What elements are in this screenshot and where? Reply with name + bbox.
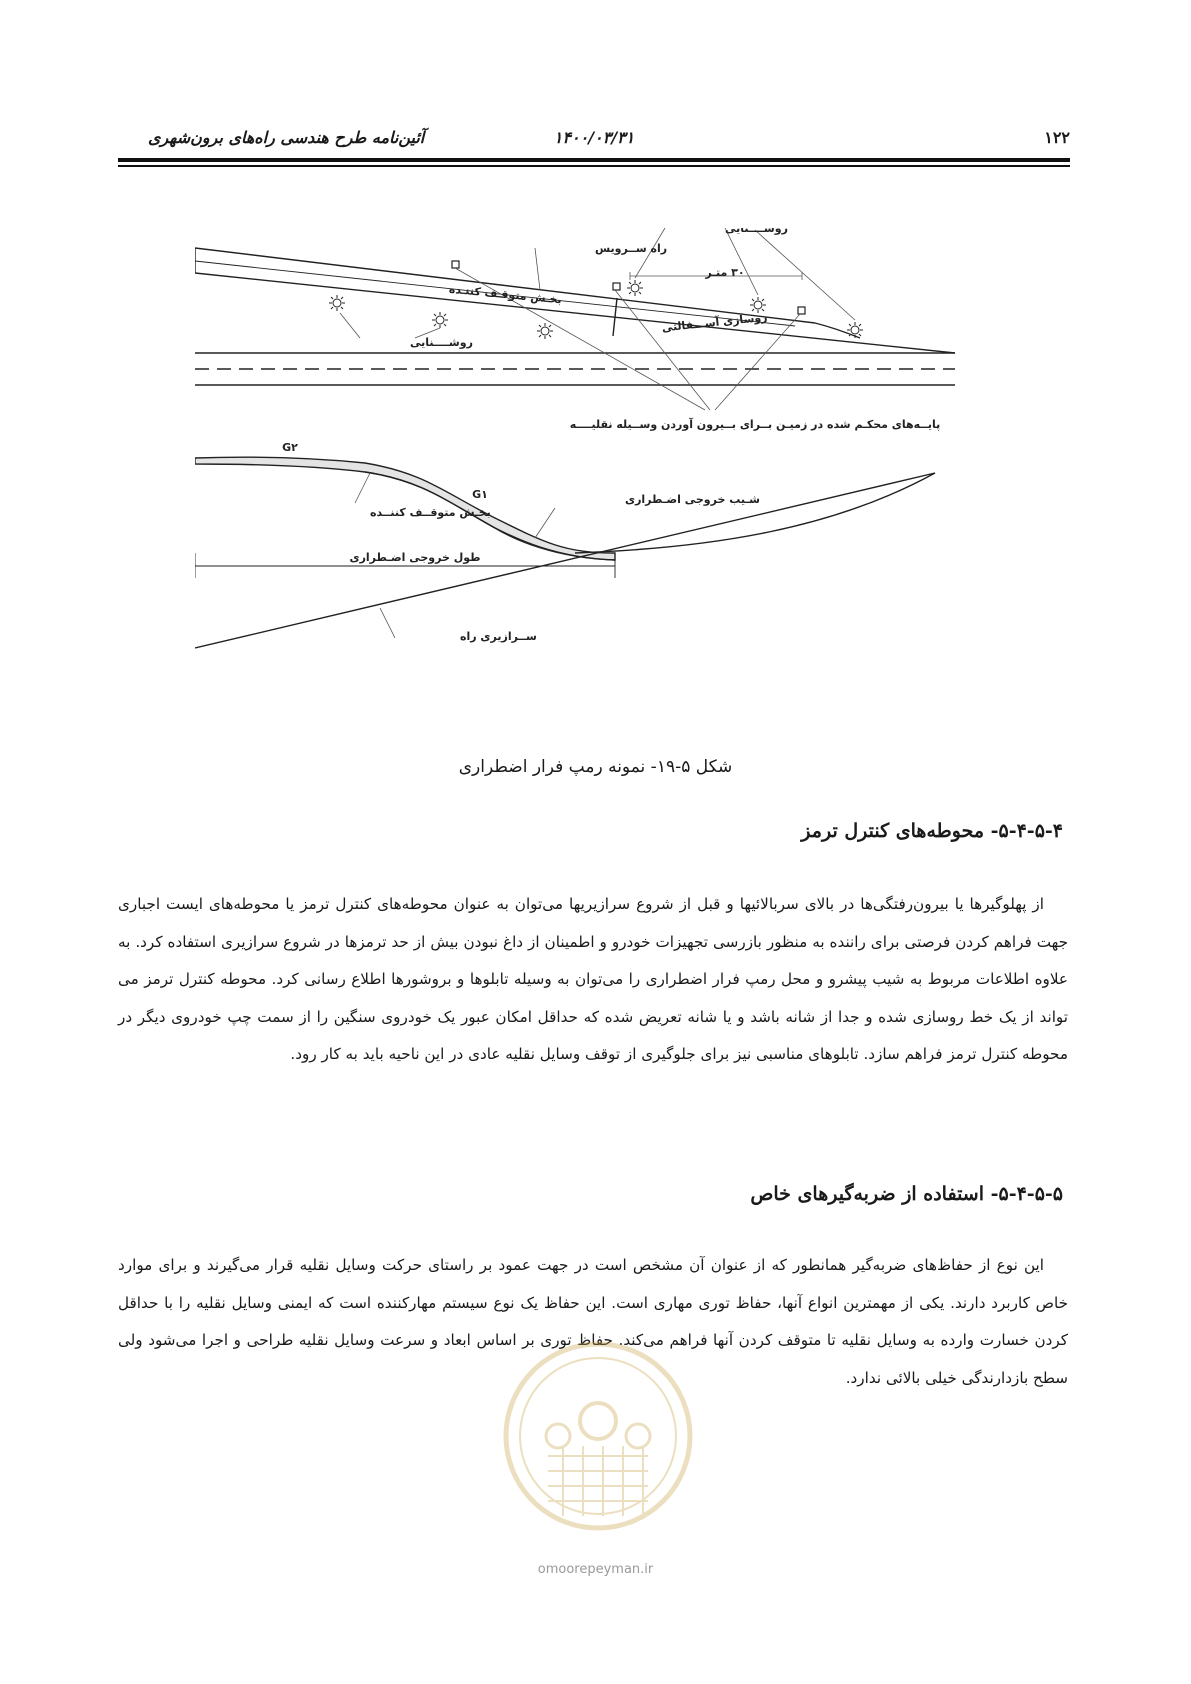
- lights: [329, 280, 863, 339]
- light-icon: [847, 322, 863, 338]
- escape-ramp-diagram: [195, 228, 1035, 708]
- section-heading-special-crash-barriers: ۵-۴-۵-۵- استفاده از ضربه‌گیرهای خاص: [750, 1183, 1063, 1205]
- anchor-post: [798, 307, 805, 314]
- page-number: ۱۲۲: [1044, 128, 1070, 147]
- label-lighting-top: روشــــنایی: [725, 228, 788, 235]
- label-escape-length: طول خروجی اضـطراری: [349, 551, 481, 564]
- light-icon: [627, 280, 643, 296]
- header-date: ۱۴۰۰/۰۳/۳۱: [553, 128, 635, 147]
- exit-grade-curve: [575, 473, 935, 553]
- label-g2: G۲: [282, 441, 298, 454]
- watermark-url: omoorepeyman.ir: [537, 1562, 654, 1577]
- anchor-post: [613, 283, 620, 290]
- ramp-taper: [815, 323, 860, 338]
- profile-view: [195, 457, 935, 648]
- paragraph-text: این نوع از حفاظ‌های ضربه‌گیر همانطور که از عنوان آن مشخص است در جهت عمود بر راستای حرکت وسایل نقلیه قرار می‌گیرند و برای موارد خاص کاربرد دارند. یکی از مهمترین انواع آنها، حفاظ توری مهاری است. این حفاظ یک نوع سیستم مهارکننده است که ایمنی وسایل نقلیه را با حداقل کردن خسارت وارده به وسایل نقلیه تا متوقف کردن آنها فراهم می‌کند. حفاظ توری بر اساس ابعاد و سرعت وسایل نقلیه طراحی و اجرا می‌شود ولی سطح بازدارندگی خیلی بالائی ندارد.: [118, 1256, 1068, 1387]
- light-icon: [432, 312, 448, 328]
- label-stopping-section: بخـش متوقـف کننـده: [448, 282, 563, 307]
- label-lighting-bottom: روشــــنایی: [410, 336, 473, 349]
- road-downgrade-line: [195, 473, 935, 648]
- label-anchor-posts: پایــه‌های محکـم شده در زمیـن بــرای بــیرون آوردن وســیله نقلیــــه: [569, 418, 941, 431]
- escape-ramp-figure: [195, 228, 1035, 708]
- section-heading-brake-check: ۵-۴-۵-۴- محوطه‌های کنترل ترمز: [801, 820, 1063, 842]
- label-service-road: راه ســرویس: [595, 242, 668, 255]
- ramp-top-edge: [195, 248, 815, 323]
- header-rule-thick: [118, 158, 1070, 162]
- plan-view: [195, 248, 955, 385]
- label-g1: G۱: [472, 488, 488, 501]
- section-paragraph-brake-check: [118, 886, 1068, 1074]
- header-rule-thin: [118, 165, 1070, 167]
- page-header: [118, 126, 1070, 160]
- label-escape-slope: شـیب خروجی اضـطراری: [625, 493, 760, 506]
- label-stopping-profile: بخـش متوقــف کننــده: [370, 506, 491, 519]
- ramp-outer-edge: [195, 248, 955, 353]
- label-downhill-road: ســرازیری راه: [460, 630, 537, 643]
- label-asphalt: روسازی آســـفالتی: [661, 310, 769, 335]
- document-title: آئین‌نامه طرح هندسی راه‌های برون‌شهری: [148, 128, 425, 147]
- figure-caption: شکل ۵-۱۹- نمونه رمپ فرار اضطراری: [458, 757, 733, 777]
- anchor-post: [452, 261, 459, 268]
- watermark-logo: [498, 1336, 698, 1556]
- label-30m: ۳۰ متـر: [705, 266, 745, 279]
- light-icon: [329, 295, 345, 311]
- light-icon: [537, 323, 553, 339]
- paragraph-text: از پهلوگیرها یا بیرون‌رفتگی‌ها در بالای سربالائیها و قبل از شروع سرازیریها می‌توان به عنوان محوطه‌های کنترل ترمز یا محوطه‌های ایست اجباری جهت فراهم کردن فرصتی برای راننده به منظور بازرسی تجهیزات خودرو و اطمینان از داغ نبودن بیش از حد ترمزها در شروع سرازیری استفاده کرد. به علاوه اطلاعات مربوط به شیب پیشرو و محل رمپ فرار اضطراری را می‌توان به وسیله تابلوها و بروشورها اطلاع رسانی کرد. محوطه کنترل ترمز می تواند از یک خط روسازی شده و جدا از شانه باشد و یا شانه تعریض شده که حداقل امکان عبور یک خودروی سنگین را از سمت چپ خودروی دیگر در محوطه کنترل ترمز فراهم سازد. تابلوهای مناسبی نیز برای جلوگیری از توقف وسایل نقلیه عادی در این ناحیه باید به کار رود.: [118, 895, 1068, 1063]
